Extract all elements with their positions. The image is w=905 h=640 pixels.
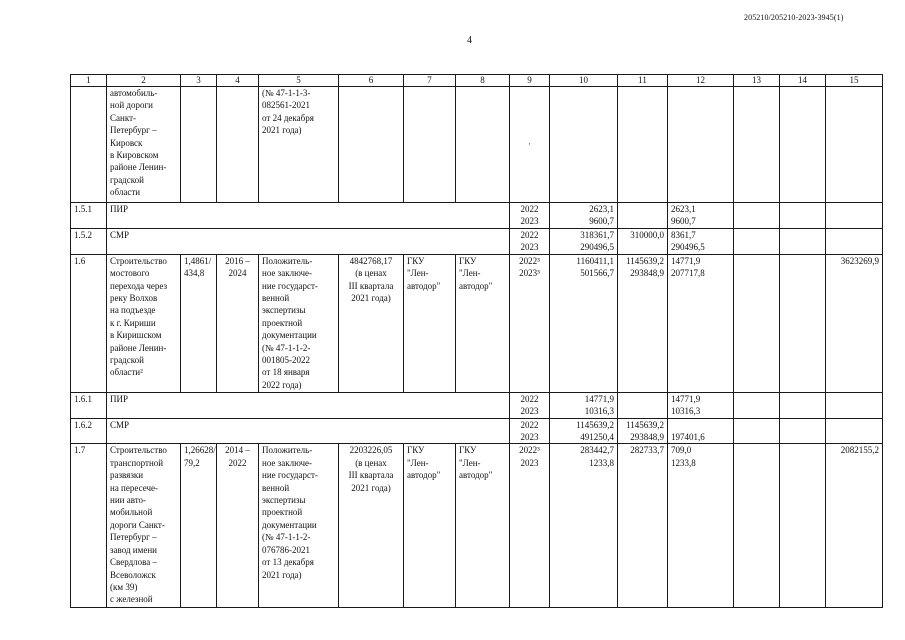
column-number: 11 <box>618 75 668 87</box>
column-number-row <box>71 75 883 87</box>
column-number: 13 <box>734 75 780 87</box>
cost-cell: 4842768,17 (в ценах III квартала 2021 года) <box>339 254 404 392</box>
cell <box>780 444 826 608</box>
object-name: Строительство мостового перехода через реку Волхов на подъезде к г. Кириши в Киришском районе Ленин- градской области² <box>107 254 181 392</box>
cell <box>780 418 826 444</box>
cell <box>734 254 780 392</box>
column-number: 2 <box>107 75 181 87</box>
value-cell: 283442,7 1233,8 <box>550 444 618 608</box>
value-cell: 2623,1 9600,7 <box>668 203 734 229</box>
developer-cell: ГКУ "Лен- автодор" <box>456 254 510 392</box>
cell <box>826 229 883 255</box>
cell <box>780 229 826 255</box>
value-cell: 709,0 1233,8 <box>668 444 734 608</box>
cell <box>826 392 883 418</box>
object-name: Строительство транспортной развязки на пересече- нии авто- мобильной дороги Санкт- Петербург – завод имени Свердлова – Всеволожск (км 39) с железной <box>107 444 181 608</box>
document-reference-number: 205210/205210-2023-3945(1) <box>744 13 844 22</box>
length-cell: 1,26628/ 79,2 <box>181 444 217 608</box>
work-type: ПИР <box>107 203 510 229</box>
column-number: 9 <box>510 75 550 87</box>
column-number: 7 <box>404 75 456 87</box>
value-cell: 282733,7 <box>618 444 668 608</box>
cell <box>404 87 456 203</box>
cell <box>780 203 826 229</box>
table-row <box>71 87 883 203</box>
object-name: автомобиль- ной дороги Санкт- Петербург – Кировск в Кировском районе Ленин- градской области <box>107 87 181 203</box>
total-cell: 2082155,2 <box>826 444 883 608</box>
value-cell <box>618 203 668 229</box>
cell <box>217 87 259 203</box>
value-cell: 197401,6 <box>668 418 734 444</box>
table-row <box>71 444 883 608</box>
column-number: 12 <box>668 75 734 87</box>
row-number: 1.6.1 <box>71 392 107 418</box>
cell <box>734 418 780 444</box>
row-number: 1.5.1 <box>71 203 107 229</box>
cell <box>734 229 780 255</box>
developer-cell: ГКУ "Лен- автодор" <box>456 444 510 608</box>
column-number: 10 <box>550 75 618 87</box>
column-number: 5 <box>259 75 339 87</box>
year-cell: 2022 2023 <box>510 392 550 418</box>
column-number: 4 <box>217 75 259 87</box>
cell <box>618 87 668 203</box>
value-cell <box>618 392 668 418</box>
table-row <box>71 418 883 444</box>
year-cell: 2022 2023 <box>510 229 550 255</box>
expertise-conclusion: Положитель- ное заключе- ние государст- венной экспертизы проектной документации (№ 47-1-1-2- 076786-2021 от 13 декабря 2021 года) <box>259 444 339 608</box>
cell <box>339 87 404 203</box>
year-cell: 2022 2023 <box>510 203 550 229</box>
customer-cell: ГКУ "Лен- автодор" <box>404 444 456 608</box>
value-cell: 1145639,2 293848,9 <box>618 254 668 392</box>
value-cell: 1145639,2 293848,9 <box>618 418 668 444</box>
year-cell: 2022³ 2023 <box>510 444 550 608</box>
cell <box>181 87 217 203</box>
customer-cell: ГКУ "Лен- автодор" <box>404 254 456 392</box>
column-number: 8 <box>456 75 510 87</box>
work-type: ПИР <box>107 392 510 418</box>
cell <box>734 392 780 418</box>
column-number: 3 <box>181 75 217 87</box>
column-number: 15 <box>826 75 883 87</box>
row-number: 1.6.2 <box>71 418 107 444</box>
row-number <box>71 87 107 203</box>
expertise-conclusion: (№ 47-1-1-3- 082561-2021 от 24 декабря 2021 года) <box>259 87 339 203</box>
table-row <box>71 229 883 255</box>
cell <box>780 392 826 418</box>
row-number: 1.5.2 <box>71 229 107 255</box>
value-cell: 1145639,2 491250,4 <box>550 418 618 444</box>
cell <box>668 87 734 203</box>
table-row <box>71 392 883 418</box>
column-number: 14 <box>780 75 826 87</box>
value-cell: 8361,7 290496,5 <box>668 229 734 255</box>
length-cell: 1,4861/ 434,8 <box>181 254 217 392</box>
page-number: 4 <box>467 35 472 46</box>
value-cell: 14771,9 10316,3 <box>550 392 618 418</box>
cell <box>734 87 780 203</box>
row-number: 1.7 <box>71 444 107 608</box>
year-cell: 2022 2023 <box>510 418 550 444</box>
cell <box>550 87 618 203</box>
total-cell: 3623269,9 <box>826 254 883 392</box>
cell <box>734 203 780 229</box>
value-cell: 1160411,1 501566,7 <box>550 254 618 392</box>
value-cell: 14771,9 10316,3 <box>668 392 734 418</box>
column-number: 1 <box>71 75 107 87</box>
value-cell: 2623,1 9600,7 <box>550 203 618 229</box>
table-row <box>71 203 883 229</box>
cell <box>826 418 883 444</box>
cell-mark: · <box>510 87 550 203</box>
year-cell: 2022³ 2023³ <box>510 254 550 392</box>
cell <box>826 87 883 203</box>
value-cell: 14771,9 207717,8 <box>668 254 734 392</box>
period-cell: 2014 – 2022 <box>217 444 259 608</box>
table-row <box>71 254 883 392</box>
work-type: СМР <box>107 229 510 255</box>
value-cell: 318361,7 290496,5 <box>550 229 618 255</box>
column-number: 6 <box>339 75 404 87</box>
value-cell: 310000,0 <box>618 229 668 255</box>
cell <box>826 203 883 229</box>
work-type: СМР <box>107 418 510 444</box>
data-table <box>70 74 883 608</box>
period-cell: 2016 – 2024 <box>217 254 259 392</box>
row-number: 1.6 <box>71 254 107 392</box>
cell <box>780 87 826 203</box>
cell <box>456 87 510 203</box>
cost-cell: 2203226,05 (в ценах III квартала 2021 года) <box>339 444 404 608</box>
cell <box>780 254 826 392</box>
expertise-conclusion: Положитель- ное заключе- ние государст- венной экспертизы проектной документации (№ 47-1-1-2- 001805-2022 от 18 января 2022 года) <box>259 254 339 392</box>
cell <box>734 444 780 608</box>
